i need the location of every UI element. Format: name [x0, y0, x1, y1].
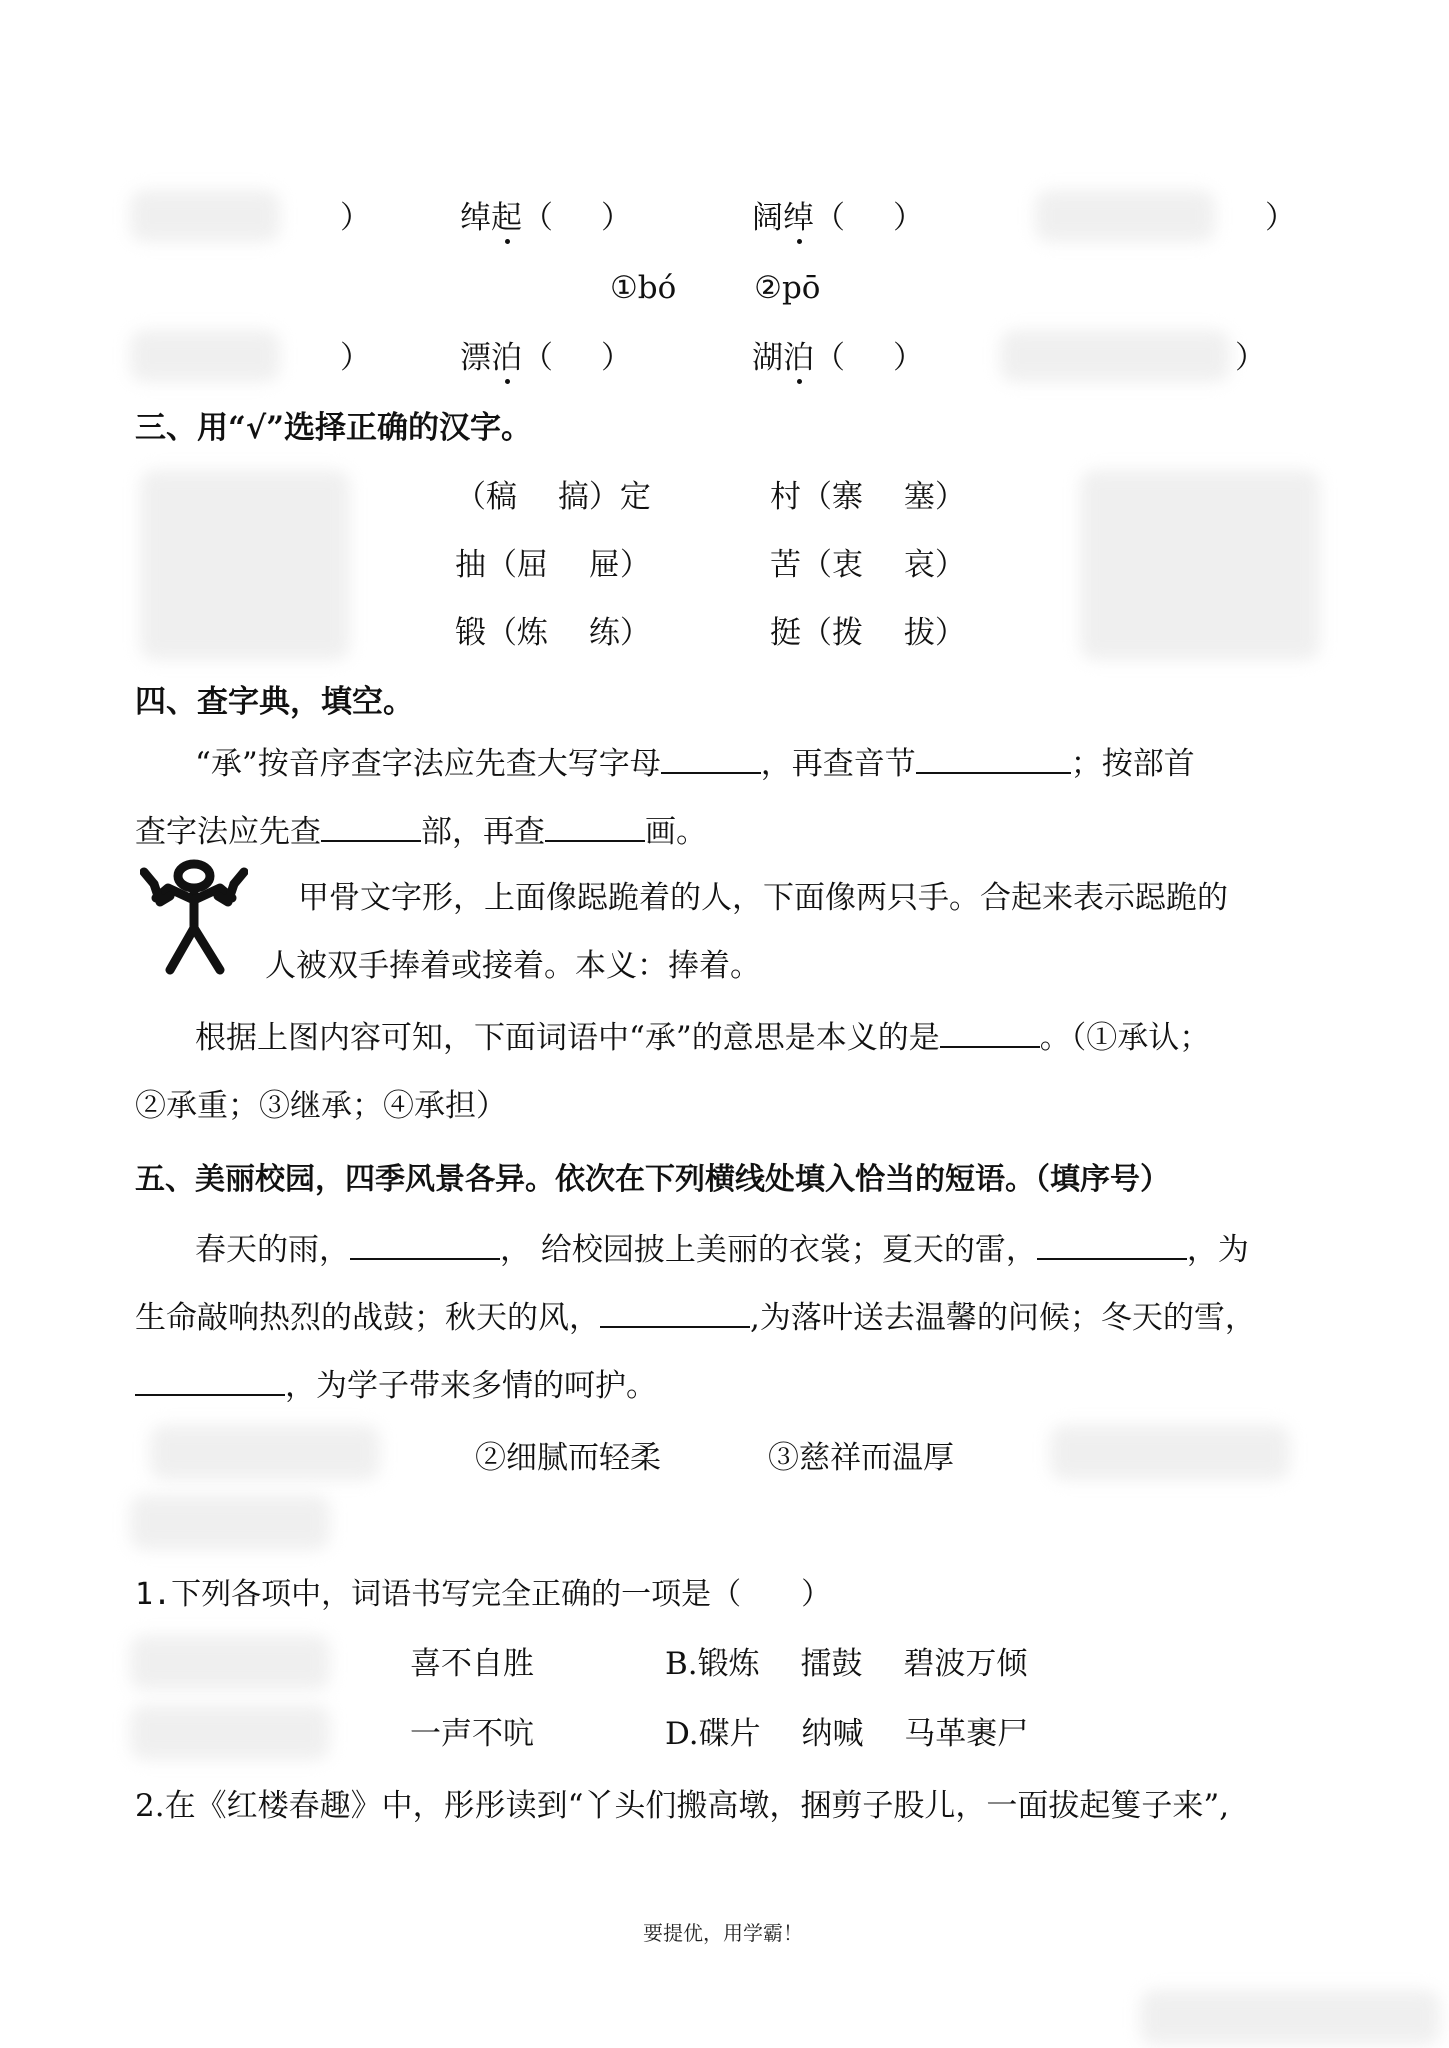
- section5-line3: [135, 1364, 657, 1406]
- answer-blank[interactable]: [600, 1296, 750, 1328]
- text: ， 给校园披上美丽的衣裳；夏天的雷，: [500, 1232, 1037, 1268]
- answer-blank[interactable]: [135, 1364, 285, 1396]
- redacted-region: [130, 190, 280, 242]
- section5-option: ②细腻而轻柔: [475, 1440, 661, 1476]
- close-paren: ）: [1235, 340, 1266, 376]
- word-text: 湖泊（: [752, 340, 845, 376]
- text: 根据上图内容可知，下面词语中“承”的意思是本义的是: [195, 1020, 940, 1056]
- page-footer: 要提优，用学霸！: [643, 1921, 803, 1945]
- redacted-region: [1140, 1990, 1440, 2045]
- close-paren: ）: [601, 200, 632, 236]
- choice-row: 挺（拨 拔）: [770, 615, 966, 651]
- close-paren: ）: [340, 340, 371, 376]
- pinyin-row-1: [340, 198, 371, 238]
- text: ；按部首: [1070, 746, 1195, 782]
- close-paren: ）: [1265, 200, 1296, 236]
- choice-row: 抽（屈 屉）: [455, 547, 651, 583]
- redacted-region: [130, 330, 280, 382]
- redacted-region: [150, 1425, 380, 1480]
- answer-blank[interactable]: [916, 742, 1071, 774]
- close-paren: ）: [893, 340, 924, 376]
- pinyin-row-2: [340, 338, 371, 378]
- text: 画。: [645, 814, 707, 850]
- redacted-region: [130, 1495, 330, 1550]
- section5-line2: [135, 1296, 1256, 1338]
- text: ，为: [1186, 1232, 1249, 1268]
- pinyin-row-2-end: [1235, 338, 1266, 378]
- q1-option-a: 喜不自胜: [410, 1646, 534, 1682]
- redacted-region: [1035, 190, 1215, 242]
- answer-blank[interactable]: [1037, 1228, 1187, 1260]
- pinyin-options: [610, 268, 820, 308]
- section4-para1: [195, 742, 1195, 784]
- text: 春天的雨，: [195, 1232, 350, 1268]
- text: 查字法应先查: [135, 814, 321, 850]
- oracle-explanation-1: 甲骨文字形，上面像跽跪着的人，下面像两只手。合起来表示跽跪的: [298, 880, 1228, 916]
- q1-stem: 1.下列各项中，词语书写完全正确的一项是（ ）: [135, 1577, 832, 1612]
- section5-heading: 五、美丽校园，四季风景各异。依次在下列横线处填入恰当的短语。（填序号）: [135, 1162, 1170, 1197]
- text: ，再查音节: [760, 746, 916, 782]
- pinyin-option: ②pō: [754, 270, 821, 306]
- section4-para2: [135, 810, 707, 852]
- word-text: 绰起（: [460, 200, 553, 236]
- word-kuochuo: [752, 198, 924, 238]
- pinyin-row-1-end: [1265, 198, 1296, 238]
- word-text: 漂泊（: [460, 340, 553, 376]
- redacted-region: [1050, 1425, 1290, 1480]
- choice-row: 村（寨 塞）: [770, 479, 966, 515]
- redacted-region: [1080, 470, 1320, 660]
- q2-stem: 2.在《红楼春趣》中，彤彤读到“丫头们搬高墩，捆剪子股儿，一面拔起篗子来”,: [135, 1788, 1230, 1824]
- choice-row: 锻（炼 练）: [455, 615, 651, 651]
- text: “承”按音序查字法应先查大写字母: [195, 746, 661, 782]
- q1-option-b: B.锻炼 擂鼓 碧波万倾: [665, 1646, 1028, 1682]
- oracle-explanation-2: 人被双手捧着或接着。本义：捧着。: [265, 948, 761, 984]
- redacted-region: [1000, 330, 1230, 382]
- answer-blank[interactable]: [545, 810, 645, 842]
- section3-heading: 三、用“√”选择正确的汉字。: [135, 410, 533, 446]
- text: 部，再查: [421, 814, 545, 850]
- answer-blank[interactable]: [350, 1228, 500, 1260]
- pinyin-option: ①bó: [610, 270, 677, 306]
- answer-blank[interactable]: [321, 810, 421, 842]
- section5-option: ③慈祥而温厚: [768, 1440, 954, 1476]
- close-paren: ）: [893, 200, 924, 236]
- redacted-region: [130, 1635, 330, 1690]
- word-piaobo: [460, 338, 632, 378]
- text: ,为落叶送去温馨的问候；冬天的雪，: [750, 1300, 1256, 1336]
- close-paren: ）: [601, 340, 632, 376]
- answer-blank[interactable]: [940, 1016, 1040, 1048]
- oracle-bone-glyph-icon: [140, 858, 248, 976]
- q1-option-d: D.碟片 纳喊 马革裹尸: [665, 1716, 1029, 1752]
- section4-question-1: [195, 1016, 1210, 1058]
- word-chuoqi: [460, 198, 632, 238]
- redacted-region: [140, 470, 350, 660]
- section5-line1: [195, 1228, 1249, 1270]
- section4-question-2: ②承重；③继承；④承担）: [135, 1088, 507, 1124]
- text: ，为学子带来多情的呵护。: [285, 1368, 657, 1404]
- redacted-region: [130, 1705, 330, 1760]
- word-hupo: [752, 338, 924, 378]
- answer-blank[interactable]: [661, 742, 761, 774]
- word-text: 阔绰（: [752, 200, 845, 236]
- choice-row: （稿 搞）定: [455, 479, 651, 515]
- text: 。（①承认；: [1039, 1020, 1211, 1056]
- close-paren: ）: [340, 200, 371, 236]
- text: 生命敲响热烈的战鼓；秋天的风，: [135, 1300, 600, 1336]
- q1-option-c: 一声不吭: [410, 1716, 534, 1752]
- section4-heading: 四、查字典，填空。: [135, 684, 414, 720]
- choice-row: 苦（衷 哀）: [770, 547, 966, 583]
